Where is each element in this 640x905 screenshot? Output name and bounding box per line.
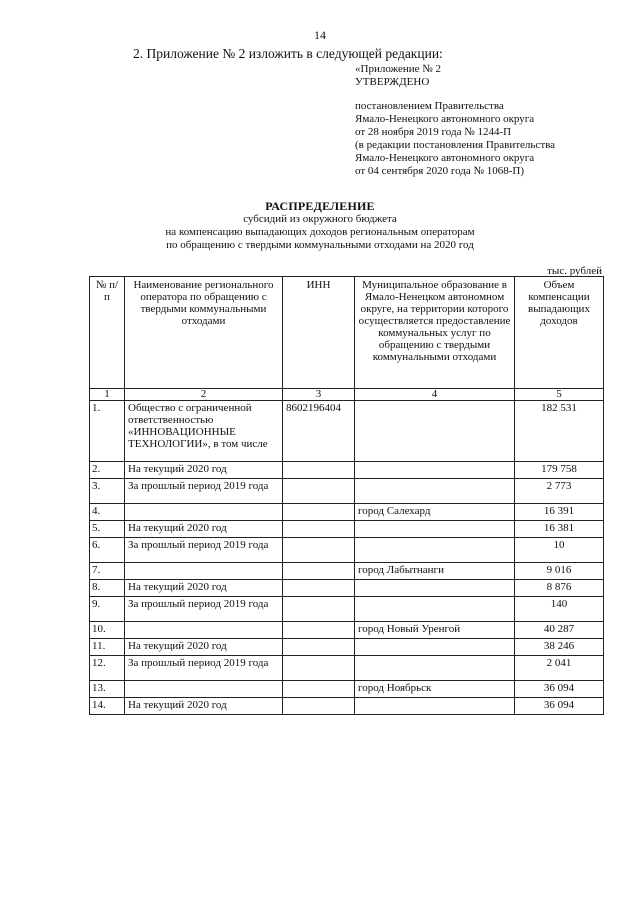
- inn-value: [283, 656, 355, 681]
- amount-value: 2 773: [515, 479, 604, 504]
- municipality: [355, 639, 515, 656]
- table-row: [90, 639, 604, 656]
- operator-name: За прошлый период 2019 года: [125, 597, 283, 622]
- approval-line: (в редакции постановления Правительства: [355, 139, 556, 151]
- amount-value: 182 531: [515, 401, 604, 462]
- table-row: [90, 401, 604, 462]
- amount-value: 16 381: [515, 521, 604, 538]
- inn-value: [283, 538, 355, 563]
- inn-value: [283, 521, 355, 538]
- table-row: [90, 479, 604, 504]
- appendix-label: «Приложение № 2: [355, 63, 442, 75]
- inn-value: [283, 563, 355, 580]
- operator-name: На текущий 2020 год: [125, 462, 283, 479]
- table-row: [90, 504, 604, 521]
- operator-name: На текущий 2020 год: [125, 698, 283, 715]
- row-number: 8.: [90, 580, 125, 597]
- column-number: 3: [283, 389, 355, 401]
- column-number: 5: [515, 389, 604, 401]
- inn-value: [283, 597, 355, 622]
- document-subtitle-line: по обращению с твердыми коммунальными отходами на 2020 год: [166, 239, 474, 251]
- column-header-amount: Объем компенсации выпадающих доходов: [515, 277, 604, 389]
- subsidy-distribution-table: [89, 276, 604, 715]
- municipality: [355, 656, 515, 681]
- operator-name: [125, 563, 283, 580]
- municipality: [355, 597, 515, 622]
- inn-value: [283, 622, 355, 639]
- column-header-number: № п/п: [90, 277, 125, 389]
- document-subtitle-line: субсидий из окружного бюджета: [243, 213, 397, 225]
- inn-value: [283, 504, 355, 521]
- amount-value: 36 094: [515, 681, 604, 698]
- amount-value: 40 287: [515, 622, 604, 639]
- approved-label: УТВЕРЖДЕНО: [355, 76, 430, 88]
- row-number: 6.: [90, 538, 125, 563]
- document-title: РАСПРЕДЕЛЕНИЕ: [265, 199, 375, 213]
- table-row: [90, 597, 604, 622]
- approval-line: Ямало-Ненецкого автономного округа: [355, 113, 535, 125]
- row-number: 1.: [90, 401, 125, 462]
- amount-value: 16 391: [515, 504, 604, 521]
- row-number: 5.: [90, 521, 125, 538]
- operator-name: Общество с ограниченной ответственностью «ИННОВАЦИОННЫЕ ТЕХНОЛОГИИ», в том числе: [125, 401, 283, 462]
- inn-value: [283, 479, 355, 504]
- amount-value: 2 041: [515, 656, 604, 681]
- amount-value: 38 246: [515, 639, 604, 656]
- amount-value: 8 876: [515, 580, 604, 597]
- approval-line: постановлением Правительства: [355, 100, 504, 112]
- row-number: 9.: [90, 597, 125, 622]
- municipality: [355, 580, 515, 597]
- operator-name: [125, 622, 283, 639]
- row-number: 10.: [90, 622, 125, 639]
- operator-name: За прошлый период 2019 года: [125, 538, 283, 563]
- document-subtitle-line: на компенсацию выпадающих доходов региональным операторам: [165, 226, 475, 238]
- inn-value: [283, 698, 355, 715]
- inn-value: [283, 681, 355, 698]
- operator-name: За прошлый период 2019 года: [125, 479, 283, 504]
- table-row: [90, 462, 604, 479]
- municipality: [355, 698, 515, 715]
- column-header-municipality: Муниципальное образование в Ямало-Ненецком автономном округе, на территории которого осуществляется предоставление коммунальных услуг по обращению с твердыми коммунальными отходами: [355, 277, 515, 389]
- operator-name: За прошлый период 2019 года: [125, 656, 283, 681]
- table-row: [90, 681, 604, 698]
- approval-line: от 28 ноября 2019 года № 1244-П: [355, 126, 512, 138]
- operator-name: [125, 504, 283, 521]
- table-row: [90, 698, 604, 715]
- inn-value: [283, 639, 355, 656]
- table-header-row: [90, 277, 604, 389]
- municipality: город Салехард: [355, 504, 515, 521]
- municipality: город Ноябрьск: [355, 681, 515, 698]
- column-number: 2: [125, 389, 283, 401]
- column-header-operator: Наименование регионального оператора по обращению с твердыми коммунальными отходами: [125, 277, 283, 389]
- column-header-inn: ИНН: [283, 277, 355, 389]
- table-row: [90, 622, 604, 639]
- table-row: [90, 656, 604, 681]
- row-number: 11.: [90, 639, 125, 656]
- amount-value: 9 016: [515, 563, 604, 580]
- row-number: 14.: [90, 698, 125, 715]
- table-row: [90, 580, 604, 597]
- column-number: 4: [355, 389, 515, 401]
- row-number: 7.: [90, 563, 125, 580]
- amount-value: 10: [515, 538, 604, 563]
- table-row: [90, 521, 604, 538]
- municipality: [355, 462, 515, 479]
- row-number: 4.: [90, 504, 125, 521]
- inn-value: [283, 462, 355, 479]
- page-number: 14: [314, 28, 326, 42]
- table-row: [90, 563, 604, 580]
- approval-line: Ямало-Ненецкого автономного округа: [355, 152, 535, 164]
- operator-name: На текущий 2020 год: [125, 521, 283, 538]
- municipality: [355, 479, 515, 504]
- municipality: город Новый Уренгой: [355, 622, 515, 639]
- row-number: 3.: [90, 479, 125, 504]
- amount-value: 179 758: [515, 462, 604, 479]
- operator-name: [125, 681, 283, 698]
- inn-value: [283, 580, 355, 597]
- row-number: 2.: [90, 462, 125, 479]
- amendment-instruction: 2. Приложение № 2 изложить в следующей редакции:: [133, 46, 443, 61]
- municipality: город Лабытнанги: [355, 563, 515, 580]
- row-number: 12.: [90, 656, 125, 681]
- operator-name: На текущий 2020 год: [125, 580, 283, 597]
- approval-line: от 04 сентября 2020 года № 1068-П): [355, 165, 524, 177]
- column-number: 1: [90, 389, 125, 401]
- row-number: 13.: [90, 681, 125, 698]
- table-row: [90, 538, 604, 563]
- amount-value: 140: [515, 597, 604, 622]
- municipality: [355, 521, 515, 538]
- inn-value: 8602196404: [283, 401, 355, 462]
- amount-value: 36 094: [515, 698, 604, 715]
- municipality: [355, 401, 515, 462]
- column-number-row: [90, 389, 604, 401]
- municipality: [355, 538, 515, 563]
- operator-name: На текущий 2020 год: [125, 639, 283, 656]
- unit-label: тыс. рублей: [547, 265, 602, 277]
